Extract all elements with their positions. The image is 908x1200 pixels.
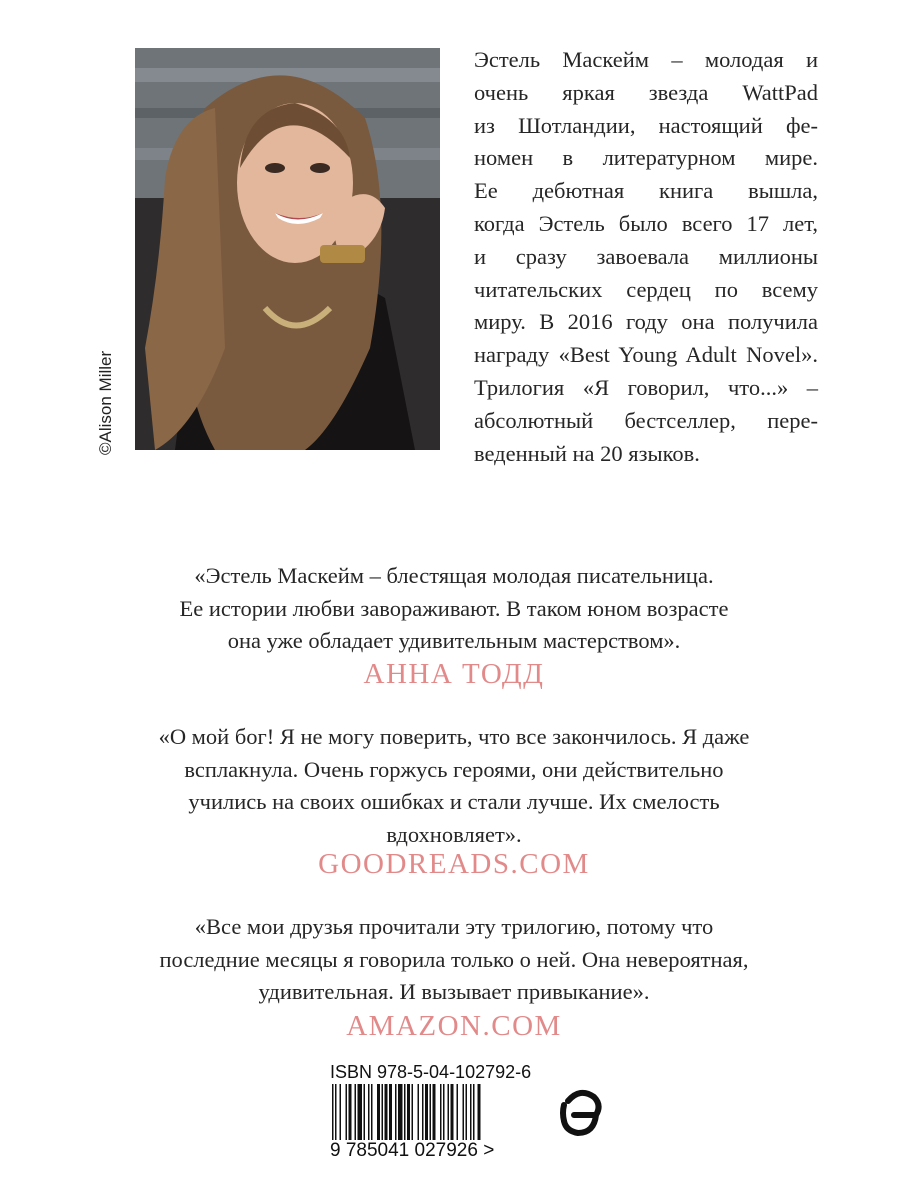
quote-line: «Все мои друзья прочитали эту трилогию, потому что (194, 914, 714, 939)
quote-line: она уже обладает удивительным мастерством». (227, 628, 681, 653)
review-source-1: АННА ТОДД (363, 658, 545, 690)
isbn-label: ISBN 978-5-04-102792-6 (330, 1062, 532, 1082)
quote-line: последние месяцы я говорила только о ней. Она невероятная, (159, 946, 749, 972)
review-quote-3 (0, 911, 908, 1009)
quote-line: всплакнула. Очень горжусь героями, они действительно (184, 756, 724, 782)
bio-line: Эстель Маскейм – молодая и (474, 47, 818, 72)
quote-line: вдохновляет». (386, 821, 522, 847)
bio-line: миру. В 2016 году она получила (474, 309, 818, 335)
publisher-logo (560, 1085, 604, 1146)
eksmo-e-logo-icon (560, 1085, 604, 1141)
bio-line: Трилогия «Я говорил, что...» – (474, 374, 818, 400)
quote-line: «О мой бог! Я не могу поверить, что все закончилось. Я даже (158, 724, 750, 749)
review-quote-1 (0, 560, 908, 658)
bio-line: награду «Best Young Adult Novel». (474, 342, 818, 368)
bio-line: когда Эстель было всего 17 лет, (474, 210, 818, 236)
bio-line: из Шотландии, настоящий фе- (474, 112, 818, 138)
author-photo (135, 48, 440, 450)
quote-line: учились на своих ошибках и стали лучше. Их смелость (188, 789, 720, 814)
quote-line: Ее истории любви завораживают. В таком юном возрасте (179, 595, 729, 621)
bio-line: читательских сердец по всему (474, 276, 818, 302)
bio-line: очень яркая звезда WattPad (474, 79, 818, 105)
bio-line: веденный на 20 языков. (474, 440, 700, 466)
review-source-3: AMAZON.COM (346, 1010, 562, 1042)
photo-credit: ©Alison Miller (96, 350, 115, 455)
author-bio (474, 44, 818, 470)
barcode-number: 9 785041 027926 > (330, 1140, 540, 1162)
bio-line: Ее дебютная книга вышла, (474, 178, 818, 204)
bio-line: и сразу завоевала миллионы (474, 243, 818, 269)
quote-line: «Эстель Маскейм – блестящая молодая писательница. (194, 563, 714, 588)
bio-line: номен в литературном мире. (474, 145, 818, 171)
review-source-2: GOODREADS.COM (318, 848, 590, 880)
bio-line: абсолютный бестселлер, пере- (474, 407, 818, 433)
review-quote-2 (0, 721, 908, 851)
quote-line: удивительная. И вызывает привыкание». (258, 979, 650, 1004)
